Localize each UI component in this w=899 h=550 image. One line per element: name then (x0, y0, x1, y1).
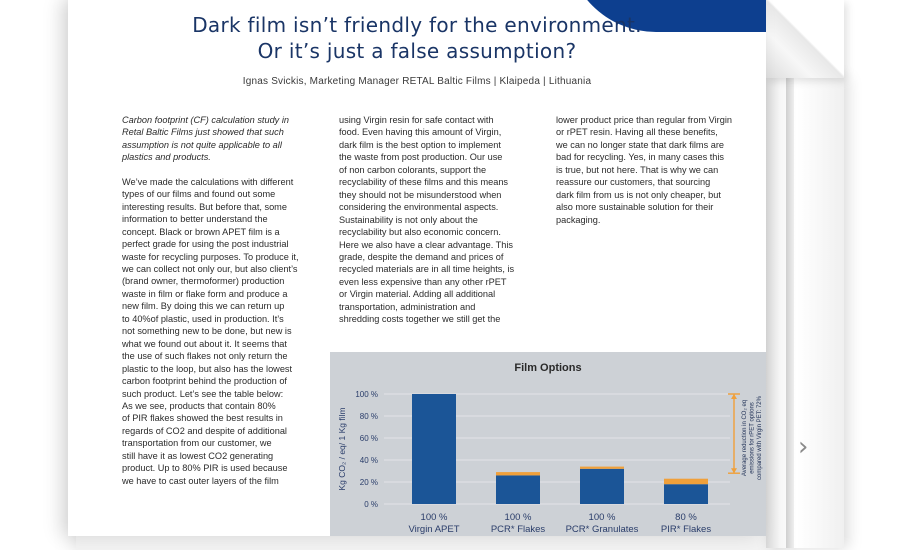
film-options-chart (330, 352, 766, 536)
body-line: reassure our customers, that sourcing (556, 177, 711, 188)
body-line: perfect grade for using the post industrial (122, 239, 289, 250)
body-line: we have to cast outer layers of the film (122, 475, 279, 486)
body-line: concept. Black or brown APET film is a (122, 226, 280, 237)
body-line: As we see, products that contain 80% (122, 400, 276, 411)
intro-line: Retal Baltic Films just showed that such (122, 127, 284, 138)
bar-additional (496, 472, 540, 475)
article-byline: Ignas Svickis, Marketing Manager RETAL Baltic Films | Klaipeda | Lithuania (242, 76, 592, 87)
body-line: or Virgin material. Adding all additional (339, 289, 496, 300)
body-line: dark film is the best option to implement (339, 139, 501, 150)
bar-additional (664, 479, 708, 485)
body-line: still have it as lowest CO2 generating (122, 450, 274, 461)
body-line: We’ve made the calculations with different (122, 176, 294, 187)
body-line: types of our films and found out some (122, 189, 276, 200)
body-line: plastic to the loop, but also has the lowest (122, 363, 293, 374)
body-line: shredding costs together we still get the (339, 314, 501, 325)
body-line: new film. By doing this we can return up (122, 301, 285, 312)
chart-canvas (330, 352, 766, 536)
body-line: grade, despite the demand and prices of (339, 251, 504, 262)
reduction-arrow-head-bottom (731, 468, 737, 473)
annotation-line: compared with Virgin PET: 72% (757, 396, 763, 480)
body-line: recyclability but also economic concern. (339, 227, 501, 238)
body-line: not something new to be done, but new is (122, 326, 292, 337)
next-page-edge (766, 78, 844, 548)
body-line: recyclability of these films and this means (339, 177, 509, 188)
reduction-arrow-head-top (731, 394, 737, 399)
intro-line: plastics and products. (122, 152, 211, 163)
bar-base (664, 484, 708, 504)
intro-paragraph (122, 114, 299, 164)
y-tick-label: 60 % (359, 434, 378, 443)
body-line: even less expensive than any other rPET (339, 276, 507, 287)
body-line: packaging. (556, 214, 601, 225)
annotation-line: emissions for rPET options (749, 402, 756, 474)
body-line: they should not be misunderstood when (339, 189, 502, 200)
body-line: the use of such flakes not only return the (122, 351, 288, 362)
body-line: such product. Let’s see the table below: (122, 388, 284, 399)
body-line: carbon footprint behind the production of (122, 376, 287, 387)
text-column-3 (556, 114, 732, 226)
article-title-line-2: Or it’s just a false assumption? (257, 39, 577, 63)
bar-additional (580, 467, 624, 469)
y-tick-label: 20 % (359, 478, 378, 487)
body-line: what we found out about it. It seems that (122, 338, 287, 349)
body-line: considering the environmental aspects. (339, 202, 499, 213)
body-line: information to better understand the (122, 214, 268, 225)
body-line: using Virgin resin for safe contact with (339, 115, 494, 125)
body-line: Here we also have a clear advantage. This (339, 239, 513, 250)
body-line: of PIR flakes showed the best results in (122, 413, 283, 424)
bar-value-label: 100 % (420, 512, 448, 523)
article-title-line-1: Dark film isn’t friendly for the environment. (192, 13, 642, 37)
body-line: or rPET resin. Having all these benefits, (556, 127, 718, 138)
intro-line: Carbon footprint (CF) calculation study in (122, 115, 289, 125)
body-line: bad for recycling. Yes, in many cases this (556, 152, 725, 163)
x-tick-label: Virgin APET (408, 524, 460, 535)
body-line: transportation from our customer, we (122, 438, 272, 449)
document-page (68, 0, 766, 536)
y-tick-label: 100 % (355, 390, 378, 399)
body-line: lower product price than regular from Virgin (556, 115, 733, 125)
body-line: transportation, administration and (339, 301, 476, 312)
x-tick-label: PIR* Flakes (660, 524, 712, 535)
body-line: to 40%of plastic, used in production. It’s (122, 313, 284, 324)
body-line: we can no longer state that dark films are (556, 139, 725, 150)
y-tick-label: 40 % (359, 456, 378, 465)
next-page-edge-strip (786, 78, 794, 548)
body-line: regards of CO2 and despite of additional (122, 425, 287, 436)
body-line: recycled materials are in all time heights, is (339, 264, 515, 275)
y-axis-label: Kg CO₂ / eq/ 1 Kg film (337, 407, 347, 491)
body-line: waste for recycling purposes. To produce it, (122, 251, 299, 262)
chart-title: Film Options (514, 362, 582, 374)
body-paragraph (122, 176, 299, 487)
article-title (68, 12, 766, 64)
text-column-2 (339, 114, 514, 326)
intro-line: assumption is not quite applicable to all (122, 139, 282, 150)
bar-value-label: 80 % (675, 512, 697, 523)
body-line: we can collect not only our, but also client’s (122, 263, 298, 274)
body-line: food. Even having this amount of Virgin, (339, 127, 502, 138)
body-line: (brand owner, thermoformer) production (122, 276, 285, 287)
y-tick-label: 80 % (359, 412, 378, 421)
body-line: dark film from us is not only cheaper, but (556, 189, 721, 200)
chevron-right-icon[interactable]: › (798, 432, 809, 462)
body-line: the waste from post production. Our use (339, 152, 503, 163)
bar-value-label: 100 % (588, 512, 616, 523)
bar-base (496, 475, 540, 504)
body-line: is true, but not here. That is why we can (556, 164, 719, 175)
annotation-line: Average reduction in CO₂ eq (742, 399, 748, 477)
body-line: interesting results. But before that, some (122, 201, 287, 212)
bar-base (412, 394, 456, 504)
body-line: of non carbon colorants, support the (339, 164, 487, 175)
next-page-button[interactable] (798, 434, 818, 460)
bar-value-label: 100 % (504, 512, 532, 523)
y-tick-label: 0 % (364, 500, 378, 509)
body-line: Sustainability is not only about the (339, 214, 478, 225)
bar-base (580, 469, 624, 504)
body-line: product. Up to 80% PIR is used because (122, 463, 288, 474)
page-curl (766, 0, 844, 78)
body-line: also more sustainable solution for their (556, 202, 714, 213)
text-column-1 (122, 114, 299, 487)
x-tick-label: PCR* Flakes (490, 524, 546, 535)
body-line: waste in film or flake form and produce a (122, 288, 288, 299)
x-tick-label: PCR* Granulates (565, 524, 639, 535)
